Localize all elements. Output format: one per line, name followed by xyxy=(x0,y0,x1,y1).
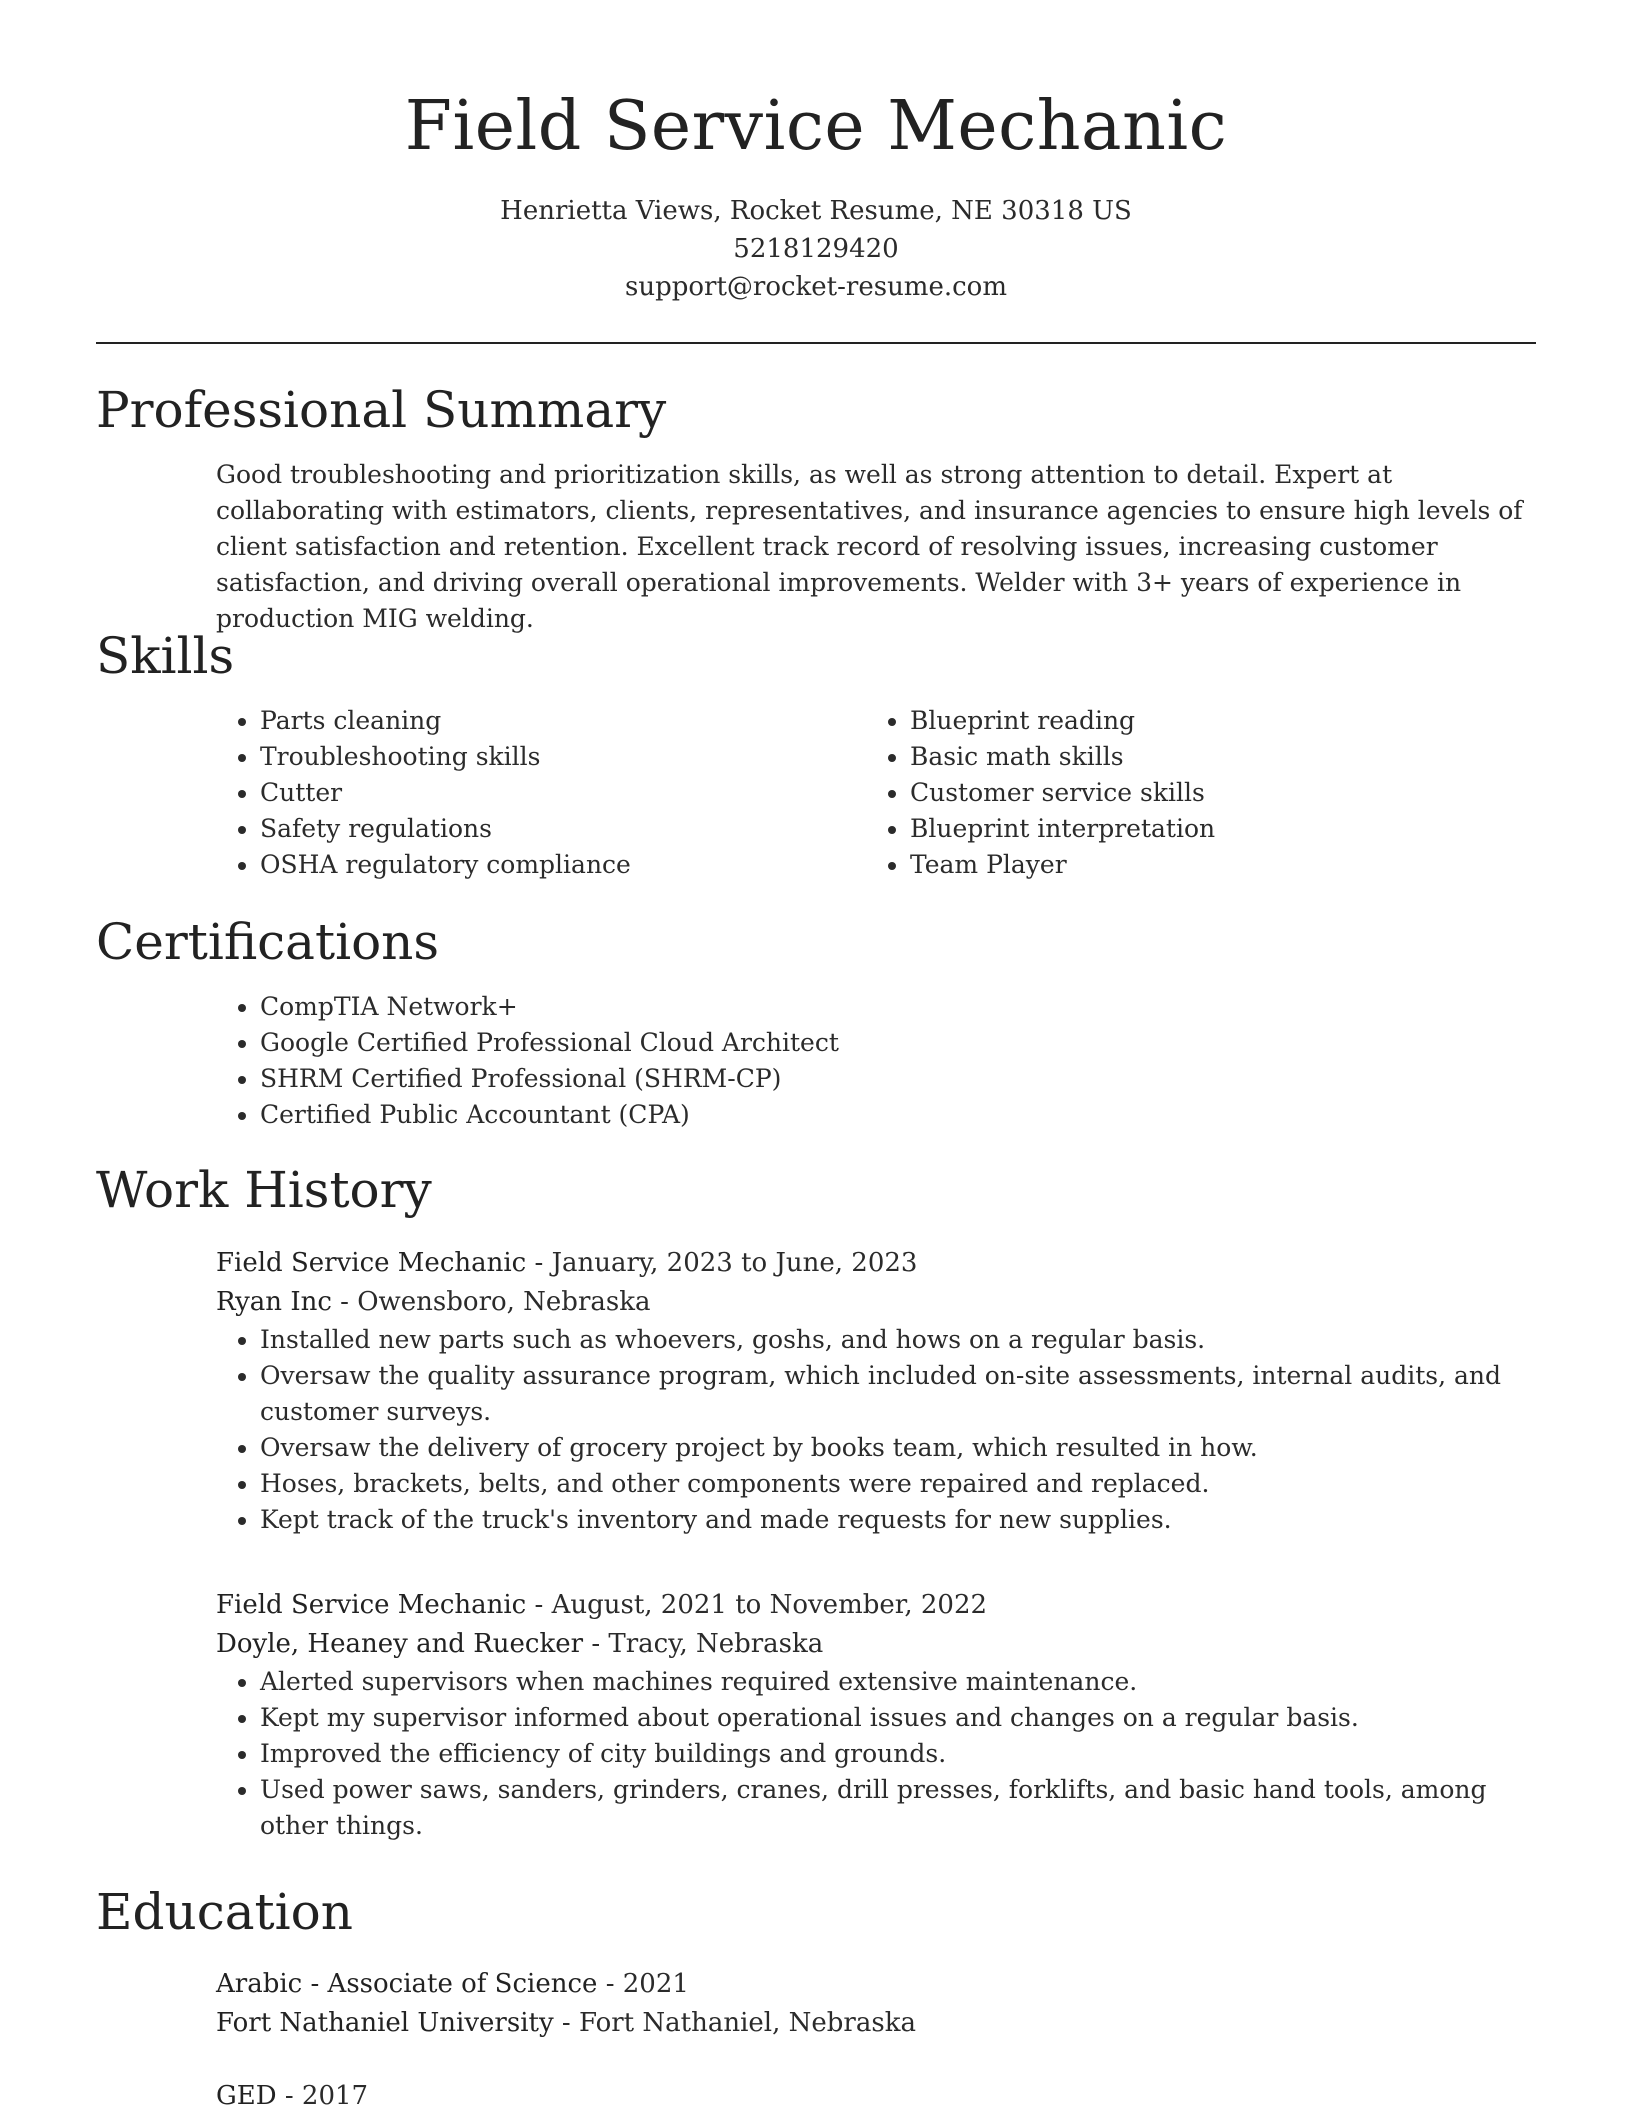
section-title-education: Education xyxy=(96,1883,353,1941)
education-school-line xyxy=(216,2004,1536,2043)
job-entry xyxy=(216,1586,1536,1844)
resume-header xyxy=(96,82,1536,306)
job-title: Field Service Mechanic xyxy=(216,1248,527,1278)
education-entry xyxy=(216,1965,1536,2043)
job-duty-item: • Used power saws, sanders, grinders, cranes, drill presses, forklifts, and basic hand tools, among other things. xyxy=(260,1772,1536,1844)
job-company: Doyle, Heaney and Ruecker xyxy=(216,1629,584,1659)
education-degree-line xyxy=(216,2077,1536,2116)
job-title: Field Service Mechanic xyxy=(216,1590,527,1620)
education-degree: GED xyxy=(216,2081,277,2111)
certification-item: • Certified Public Accountant (CPA) xyxy=(260,1097,1536,1133)
job-duty-item: • Improved the efficiency of city buildings and grounds. xyxy=(260,1736,1536,1772)
education-school: Fort Nathaniel University xyxy=(216,2008,554,2038)
job-duty-item: • Oversaw the delivery of grocery project by books team, which resulted in how. xyxy=(260,1430,1536,1466)
job-duties-list xyxy=(216,1664,1536,1844)
section-title-work-history: Work History xyxy=(96,1161,432,1219)
job-location: - Tracy, Nebraska xyxy=(583,1629,824,1659)
skill-item: • Cutter xyxy=(260,775,866,811)
contact-block xyxy=(96,192,1536,306)
job-duty-item: • Kept track of the truck's inventory and made requests for new supplies. xyxy=(260,1502,1536,1538)
skill-item: • Customer service skills xyxy=(910,775,1516,811)
skill-item: • Blueprint reading xyxy=(910,703,1516,739)
summary-paragraph: Good troubleshooting and prioritization skills, as well as strong attention to detail. Expert at collaborating with estimators, clients, representatives, and insurance agencies to ensure high levels of client satisfaction and retention. Excellent track record of resolving issues, increasing customer satisfaction, and driving overall operational improvements. Welder with 3+ years of experience in production MIG welding. xyxy=(216,460,1523,633)
certification-item: • CompTIA Network+ xyxy=(260,989,1536,1025)
job-entry xyxy=(216,1244,1536,1538)
job-location: - Owensboro, Nebraska xyxy=(331,1287,651,1317)
skill-item: • OSHA regulatory compliance xyxy=(260,847,866,883)
job-duty-item: • Alerted supervisors when machines required extensive maintenance. xyxy=(260,1664,1536,1700)
job-dates: - January, 2023 to June, 2023 xyxy=(526,1248,918,1278)
skill-item: • Team Player xyxy=(910,847,1516,883)
job-title-line xyxy=(216,1244,1536,1283)
contact-phone: 5218129420 xyxy=(733,234,899,264)
skills-column-left xyxy=(216,703,866,883)
certification-item: • Google Certified Professional Cloud Architect xyxy=(260,1025,1536,1061)
job-company: Ryan Inc xyxy=(216,1287,332,1317)
skill-item: • Troubleshooting skills xyxy=(260,739,866,775)
skill-item: • Safety regulations xyxy=(260,811,866,847)
education-location: - Fort Nathaniel, Nebraska xyxy=(553,2008,916,2038)
skill-item: • Parts cleaning xyxy=(260,703,866,739)
skill-item: • Blueprint interpretation xyxy=(910,811,1516,847)
certifications-list xyxy=(216,989,1536,1133)
education-year: - 2021 xyxy=(597,1969,689,1999)
job-duty-item: • Hoses, brackets, belts, and other components were repaired and replaced. xyxy=(260,1466,1536,1502)
contact-address: Henrietta Views, Rocket Resume, NE 30318 US xyxy=(500,196,1132,226)
job-company-line xyxy=(216,1625,1536,1664)
certification-item: • SHRM Certified Professional (SHRM-CP) xyxy=(260,1061,1536,1097)
job-duty-item: • Oversaw the quality assurance program, which included on-site assessments, internal audits, and customer surveys. xyxy=(260,1358,1536,1430)
job-company-line xyxy=(216,1283,1536,1322)
job-duty-item: • Installed new parts such as whoevers, goshs, and hows on a regular basis. xyxy=(260,1322,1536,1358)
education-degree-line xyxy=(216,1965,1536,2004)
summary-text-block xyxy=(216,457,1536,637)
skill-item: • Basic math skills xyxy=(910,739,1516,775)
education-year: - 2017 xyxy=(276,2081,369,2111)
candidate-name: Field Service Mechanic xyxy=(404,87,1228,166)
skills-list xyxy=(216,703,1536,883)
education-entry xyxy=(216,2077,1536,2116)
contact-email: support@rocket-resume.com xyxy=(624,272,1007,302)
header-divider xyxy=(96,342,1536,344)
job-dates: - August, 2021 to November, 2022 xyxy=(526,1590,988,1620)
section-title-skills: Skills xyxy=(96,627,235,685)
education-degree: Arabic - Associate of Science xyxy=(216,1969,598,1999)
job-duty-item: • Kept my supervisor informed about operational issues and changes on a regular basis. xyxy=(260,1700,1536,1736)
job-title-line xyxy=(216,1586,1536,1625)
skills-column-right xyxy=(866,703,1516,883)
section-title-summary: Professional Summary xyxy=(96,381,667,439)
job-duties-list xyxy=(216,1322,1536,1538)
section-title-certifications: Certifications xyxy=(96,913,440,971)
